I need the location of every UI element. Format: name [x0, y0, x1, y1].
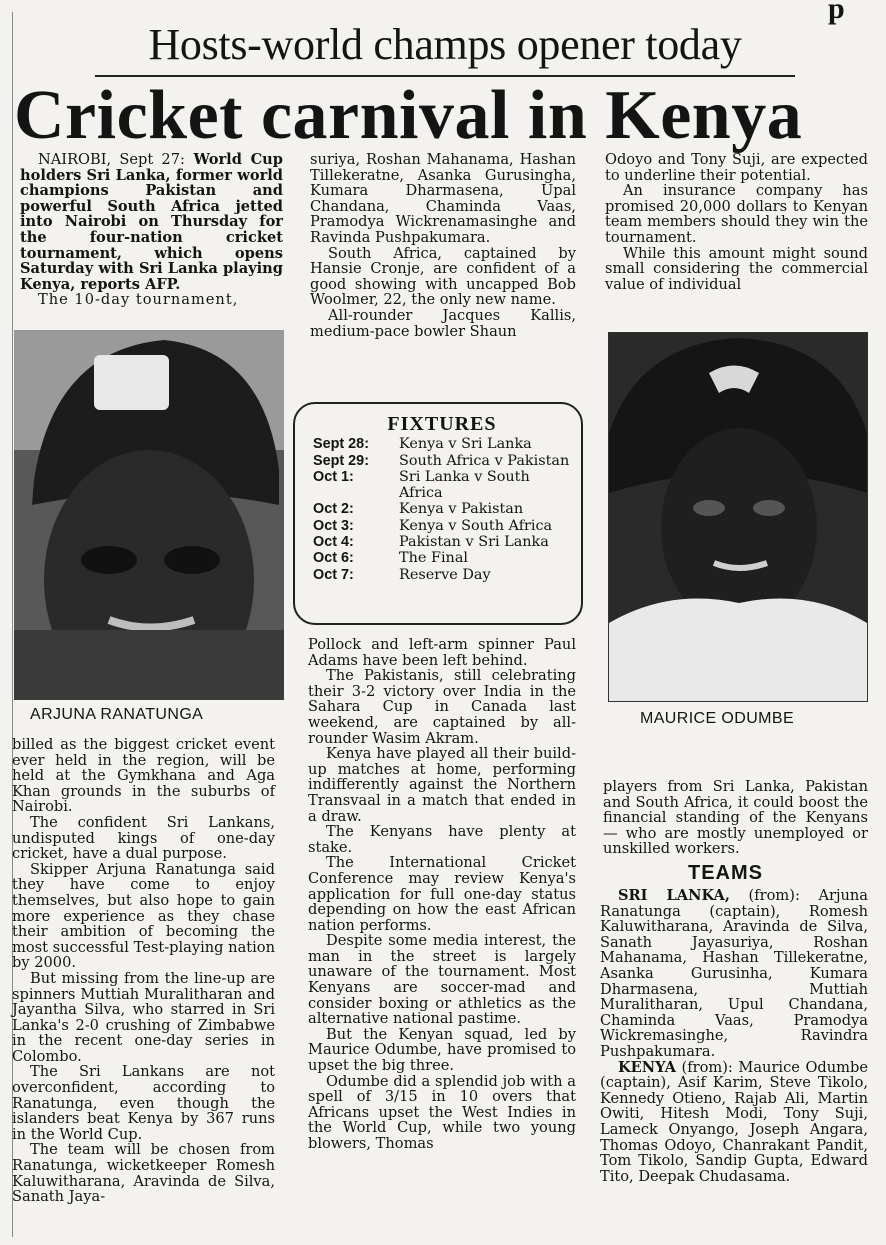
- fixture-row: [313, 453, 571, 469]
- kicker-headline: Hosts-world champs opener today: [148, 20, 742, 69]
- paragraph: Odoyo and Tony Suji, are expected to underline their potential.: [605, 151, 868, 184]
- fixture-row: [313, 469, 571, 502]
- fixture-match: Sri Lanka v South Africa: [399, 468, 530, 502]
- paragraph: While this amount might sound small considering the commercial value of individual: [605, 244, 868, 293]
- fixture-match: Kenya v Pakistan: [399, 501, 524, 518]
- fixture-row: [313, 534, 571, 550]
- team-players: (from): Arjuna Ranatunga (captain), Romesh Kaluwitharana, Aravinda de Silva, Sanath Jayasuriya, Roshan Mahanama, Hashan Tillekeratne, Asanka Gurusinha, Kumara Dharmasena, Muttiah Muralitharan, Upul Chandana, Chaminda Vaas, Pramodya Wickremasinghe, Ravindra Pushpakumara.: [600, 887, 868, 1060]
- paragraph: The Pakistanis, still celebrating their 3-2 victory over India in the Sahara Cup in Canada last weekend, are captained by all-rounder Wasim Akram.: [308, 667, 576, 747]
- fixture-date: Oct 4:: [313, 534, 354, 551]
- paragraph: Kenya have played all their build-up matches at home, performing indifferently against the Northern Transvaal in a match that ended in a draw.: [308, 745, 576, 825]
- dateline: NAIROBI, Sept 27:: [38, 151, 185, 168]
- team-label: KENYA: [618, 1058, 676, 1076]
- fixture-date: Oct 1:: [313, 468, 354, 485]
- paragraph: But the Kenyan squad, led by Maurice Odumbe, have promised to upset the big three.: [308, 1025, 576, 1075]
- paragraph: An insurance company has promised 20,000 dollars to Kenyan team members should they win the tournament.: [605, 182, 868, 246]
- teams-list: [600, 888, 868, 1184]
- paragraph: players from Sri Lanka, Pakistan and South Africa, it could boost the financial standing of the Kenyans — who are mostly unemployed or unskilled workers.: [603, 778, 868, 858]
- paragraph: Skipper Arjuna Ranatunga said they have come to enjoy themselves, but also hope to gain more experience as they chase their ambition of becoming the most successful Test-playing nation by 2000.: [12, 860, 275, 972]
- paragraph: Despite some media interest, the man in the street is largely unaware of the tournament. Most Kenyans are soccer-mad and consider boxing or athletics as the alternative national pastime.: [308, 932, 576, 1028]
- fixture-match: Kenya v South Africa: [399, 517, 553, 534]
- paragraph: South Africa, captained by Hansie Cronje, are confident of a good showing with uncapped Bob Woolmer, 22, the only new name.: [310, 244, 576, 309]
- fixture-row: [313, 567, 571, 583]
- fixture-date: Oct 7:: [313, 566, 354, 583]
- portrait-image: [14, 330, 284, 700]
- team-sri-lanka: [600, 888, 868, 1060]
- column-3-bottom: [603, 779, 868, 857]
- paragraph: The Sri Lankans are not overconfident, according to Ranatunga, even though the islanders beat Kenya by 367 runs in the World Cup.: [12, 1063, 275, 1143]
- paragraph: suriya, Roshan Mahanama, Hashan Tillekeratne, Asanka Gurusingha, Kumara Dharmasena, Upal Chandana, Chaminda Vaas, Pramodya Wickrenamasinghe and Ravinda Pushpakumara.: [310, 151, 576, 246]
- paragraph: The team will be chosen from Ranatunga, wicketkeeper Romesh Kaluwitharana, Aravinda de Silva, Sanath Jaya-: [12, 1141, 275, 1206]
- paragraph: The 10-day tournament,: [38, 291, 239, 309]
- column-1-bottom: [12, 737, 275, 1205]
- fixture-date: Oct 2:: [313, 501, 354, 518]
- photo-maurice-odumbe: [608, 332, 868, 702]
- fixture-row: [313, 518, 571, 534]
- fixture-match: South Africa v Pakistan: [399, 452, 570, 469]
- paragraph: billed as the biggest cricket event ever held in the region, will be held at the Gymkhana and Aga Khan grounds in the suburbs of Nairobi.: [12, 736, 275, 816]
- fixture-match: Reserve Day: [399, 566, 491, 583]
- paragraph: But missing from the line-up are spinners Muttiah Muralitharan and Jayantha Silva, who starred in Sri Lanka's 2-0 crushing of Zimbabwe in the recent one-day series in Colombo.: [12, 969, 275, 1065]
- fixture-date: Sept 28:: [313, 436, 369, 453]
- fixtures-box: [293, 402, 583, 625]
- main-headline: Cricket carnival in Kenya: [14, 77, 803, 154]
- paragraph: The Kenyans have plenty at stake.: [308, 823, 576, 856]
- fixture-match: Kenya v Sri Lanka: [399, 436, 532, 453]
- lead-paragraph: [20, 152, 283, 292]
- paragraph: Odumbe did a splendid job with a spell of 3/15 in 10 overs that Africans upset the West Indies in the World Cup, while two young blowers, Thomas: [308, 1072, 576, 1152]
- team-kenya: [600, 1060, 868, 1185]
- fixture-date: Oct 6:: [313, 550, 354, 567]
- photo-arjuna-ranatunga: [14, 330, 284, 700]
- corner-fragment: p: [828, 0, 845, 25]
- fixtures-title: FIXTURES: [387, 413, 497, 435]
- paragraph: Pollock and left-arm spinner Paul Adams have been left behind.: [308, 636, 576, 669]
- paragraph: The confident Sri Lankans, undisputed kings of one-day cricket, have a dual purpose.: [12, 813, 275, 863]
- fixture-match: Pakistan v Sri Lanka: [399, 534, 549, 551]
- column-1-top: [20, 152, 283, 308]
- photo-caption-ranatunga: ARJUNA RANATUNGA: [30, 706, 204, 723]
- column-3-top: [605, 152, 868, 292]
- paragraph: The International Cricket Conference may review Kenya's application for full one-day status depending on how the east African nation performs.: [308, 854, 576, 934]
- lead-text: World Cup holders Sri Lanka, former world champions Pakistan and powerful South Africa jetted into Nairobi on Thursday for the four-nation cricket tournament, which opens Saturday with Sri Lanka playing Kenya, reports AFP.: [20, 151, 284, 293]
- team-players: (from): Maurice Odumbe (captain), Asif Karim, Steve Tikolo, Kennedy Otieno, Rajab Ali, Martin Owiti, Hitesh Modi, Tony Suji, Lameck Onyango, Joseph Angara, Thomas Odoyo, Chanrakant Pandit, Tom Tikolo, Sandip Gupta, Edward Tito, Deepak Chudasama.: [600, 1058, 868, 1185]
- team-label: SRI LANKA,: [618, 887, 730, 904]
- fixture-row: [313, 501, 571, 517]
- fixture-date: Sept 29:: [313, 452, 369, 469]
- photo-caption-odumbe: MAURICE ODUMBE: [640, 710, 795, 727]
- fixture-match: The Final: [399, 550, 468, 567]
- column-2-bottom: [308, 637, 576, 1152]
- paragraph: All-rounder Jacques Kallis, medium-pace bowler Shaun: [310, 306, 576, 340]
- column-2-top: [310, 152, 576, 339]
- portrait-image: [609, 333, 867, 701]
- fixture-row: [313, 550, 571, 566]
- teams-heading: TEAMS: [688, 862, 763, 884]
- fixture-date: Oct 3:: [313, 517, 354, 534]
- fixture-row: [313, 436, 571, 452]
